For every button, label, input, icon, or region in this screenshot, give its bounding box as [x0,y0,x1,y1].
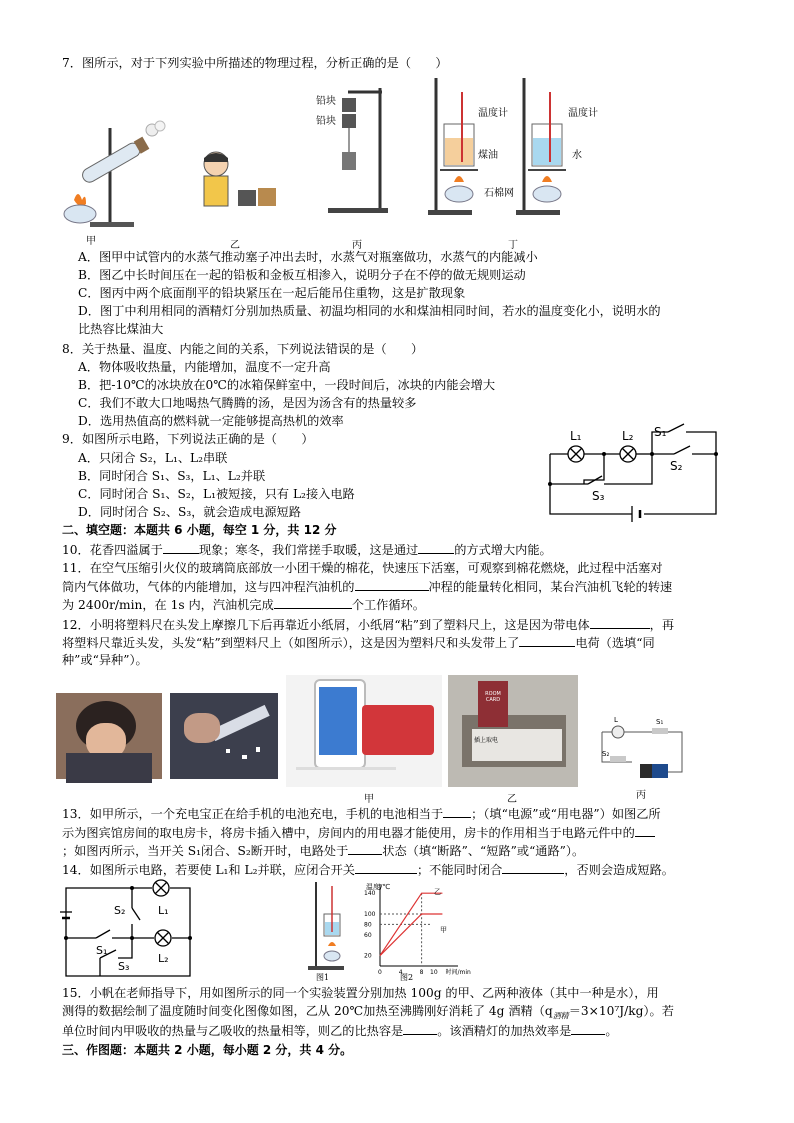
caption-photo-yi: 乙 [507,794,517,805]
q8-option-d: D．选用热值高的燃料就一定能够提高热机的效率 [78,414,344,428]
q7-option-c: C．图丙中两个底面削平的铅块紧压在一起后能吊住重物，这是扩散现象 [78,286,466,300]
room-card: ROOM CARD [478,681,508,727]
photo-power-bank [286,675,442,787]
photo-room-card [448,675,578,787]
lead-label-1: 铅块 [316,96,336,107]
series-jia-line [380,914,442,956]
q9-option-b: B．同时闭合 S₁、S₃，L₁、L₂并联 [78,469,266,483]
svg-text:S₃: S₃ [118,960,130,973]
q7-stem: 7．图所示，对于下列实验中所描述的物理过程，分析正确的是（ ） [62,56,448,70]
q15-blank-2[interactable] [571,1023,605,1035]
x-tick-label: 时间/min [445,969,471,976]
y-tick-label: 80 [364,921,372,929]
svg-text:S₁: S₁ [656,718,664,726]
photo-paper-scraps [170,693,278,779]
q8-option-b: B．把-10℃的冰块放在0℃的冰箱保鲜室中，一段时间后，冰块的内能会增大 [78,378,496,392]
x-tick-label: 4 [398,969,403,976]
q10: 10．花香四溢属于 现象；寒冬，我们常搓手取暖，这是通过 的方式增大内能。 [62,543,552,557]
q9-option-a: A．只闭合 S₂，L₁、L₂串联 [78,451,228,465]
q9-circuit-diagram [544,420,724,524]
q12-line-2: 将塑料尺靠近头发，头发“粘”到塑料尺上（如图所示），这是因为塑料尺和头发带上了 电荷（选填“同 [62,636,655,650]
figure-ding-beakers [424,74,614,220]
q14-circuit-diagram [60,878,200,982]
q10-blank-1[interactable] [163,542,199,554]
q14: 14．如图所示电路，若要使 L₁和 L₂并联，应闭合开关 ；不能同时闭合 ，否则会造成短路。 [62,863,674,877]
q7-option-d-cont: 比热容比煤油大 [78,322,164,336]
label-s3: S₃ [592,489,605,503]
caption-fig1: 图1 [316,973,330,982]
svg-text:S₂: S₂ [602,750,610,758]
q11-blank-2[interactable] [274,597,352,609]
q11-line-3: 为 2400r/min，在 1s 内，汽油机完成 个工作循环。 [62,598,425,612]
q13-line-3: ；如图丙所示，当开关 S₁闭合、S₂断开时，电路处于 状态（填“断路”、“短路”或“通路”）。 [62,844,585,858]
q15-figure-1-apparatus [304,880,348,976]
kerosene-label: 煤油 [478,150,498,161]
q11-line-1: 11．在空气压缩引火仪的玻璃筒底部放一小团干燥的棉花，快速压下活塞，可观察到棉花燃烧，此过程中活塞对 [62,561,663,575]
q13-blank-1[interactable] [443,806,471,818]
q8-option-c: C．我们不敢大口地喝热气腾腾的汤，是因为汤含有的热量较多 [78,396,417,410]
q9-option-c: C．同时闭合 S₁、S₂，L₁被短接，只有 L₂接入电路 [78,487,355,501]
q7-option-a: A．图甲中试管内的水蒸气推动塞子冲出去时，水蒸气对瓶塞做功，水蒸气的内能减小 [78,250,538,264]
q7-option-b: B．图乙中长时间压在一起的铅板和金板互相渗入，说明分子在不停的做无规则运动 [78,268,526,282]
card-slot-text: 插上取电 [474,737,499,744]
caption-photo-jia: 甲 [364,794,374,805]
q13-blank-2[interactable] [635,825,655,837]
caption-bing: 丙 [352,240,362,251]
x-tick-label: 0 [378,969,382,976]
section-3-heading: 三、作图题：本题共 2 小题，每小题 2 分，共 4 分。 [62,1043,353,1057]
label-s2: S₂ [670,459,683,473]
y-tick-label: 60 [364,931,372,939]
q13-line-2: 示为图宾馆房间的取电房卡，将房卡插入槽中，房间内的用电器才能使用，房卡的作用相当于电路元件中的 [62,825,742,841]
svg-text:S₁: S₁ [96,944,108,957]
q14-blank-1[interactable] [355,862,417,874]
svg-text:L₂: L₂ [158,952,169,965]
q9-option-d: D．同时闭合 S₂、S₃，就会造成电源短路 [78,505,301,519]
q12-blank-1[interactable] [590,617,650,629]
q10-blank-2[interactable] [418,542,454,554]
figure-bing-lead-blocks [316,78,402,218]
q13-blank-3[interactable] [348,843,382,855]
thermo-label-2: 温度计 [568,108,598,119]
q12-line-3: 种”或“异种”）。 [62,653,148,667]
y-tick-label: 20 [364,952,372,960]
q8-option-a: A．物体吸收热量，内能增加，温度不一定升高 [78,360,331,374]
svg-text:L₁: L₁ [158,904,169,917]
lead-label-2: 铅块 [316,116,336,127]
photo-circuit-bing [592,712,688,786]
q15-line-3: 单位时间内甲吸收的热量与乙吸收的热量相等，则乙的比热容是 。该酒精灯的加热效率是 。 [62,1024,618,1038]
section-2-heading: 二、填空题：本题共 6 小题，每空 1 分，共 12 分 [62,523,337,537]
q15-line-1: 15．小帆在老师指导下，用如图所示的同一个实验装置分别加热 100g 的甲、乙两种液体（其中一种是水），用 [62,986,659,1000]
q15-figure-2-graph [362,880,471,976]
svg-text:L: L [614,716,618,724]
y-tick-label: 140 [364,890,376,898]
water-label: 水 [572,150,582,161]
figure-jia-test-tube [52,108,172,230]
caption-jia: 甲 [86,236,96,247]
thermo-label-1: 温度计 [478,108,508,119]
caption-yi: 乙 [230,240,240,251]
q11-line-2: 筒内气体做功，气体的内能增加，这与四冲程汽油机的 冲程的能量转化相同，某台汽油机飞轮的转速 [62,580,673,594]
q12-blank-2[interactable] [519,635,575,647]
caption-photo-bing: 丙 [636,790,646,801]
q15-blank-1[interactable] [403,1023,437,1035]
photo-boy-hair [56,693,162,779]
label-l1: L₁ [570,429,582,443]
q12-line-1: 12．小明将塑料尺在头发上摩擦几下后再靠近小纸屑，小纸屑“粘”到了塑料尺上，这是因为带电体 ，再 [62,618,675,632]
q15-line-2: 测得的数据绘制了温度随时间变化图像如图，乙从 20℃加热至沸腾刚好消耗了 4g 酒精$(q_{酒精}=3\times 10^7J/kg)$。若 [62,1004,674,1021]
caption-fig2: 图2 [400,973,414,982]
q8-stem: 8．关于热量、温度、内能之间的关系，下列说法错误的是（ ） [62,342,424,356]
series-yi-label: 乙 [434,888,441,896]
gauze-label: 石棉网 [484,188,514,199]
q9-stem: 9．如图所示电路，下列说法正确的是（ ） [62,432,314,446]
label-s1: S₁ [654,425,667,439]
figure-yi-plates [188,150,288,216]
label-l2: L₂ [622,429,634,443]
q11-blank-1[interactable] [355,579,429,591]
q13-line-1: 13．如甲所示，一个充电宝正在给手机的电池充电，手机的电池相当于 ；（填“电源”或“用电器”）如图乙所 [62,807,661,821]
y-tick-label: 100 [364,911,376,918]
graph-ylabel: 温度/℃ [366,883,391,891]
x-tick-label: 8 [419,969,424,976]
q7-option-d: D．图丁中利用相同的酒精灯分别加热质量、初温均相同的水和煤油相同时间，若水的温度变化小，说明水的 [78,304,661,318]
x-tick-label: 10 [430,969,438,976]
series-jia-label: 甲 [440,926,447,934]
q14-blank-2[interactable] [502,862,564,874]
svg-text:S₂: S₂ [114,904,126,917]
caption-ding: 丁 [508,240,518,251]
